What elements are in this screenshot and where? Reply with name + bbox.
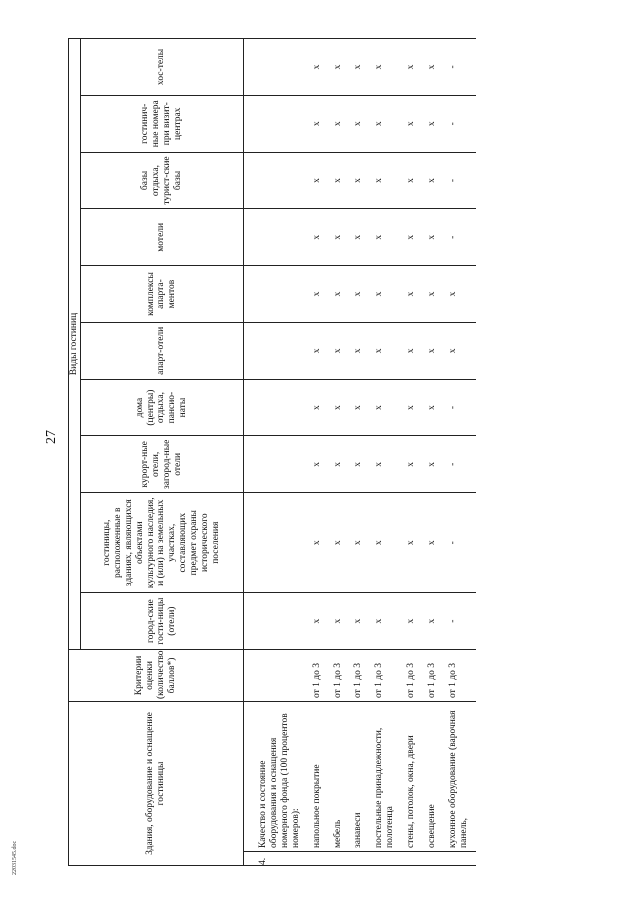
row-mark: - [444,39,476,96]
row-mark: х [370,379,402,436]
row-mark: х [370,95,402,152]
header-type: базы отдыха, турист-ские базы [80,152,243,209]
header-type: гостинич-ные номера при визит-центрах [80,95,243,152]
header-type: курорт-ные отели, загород-ные отели [80,436,243,493]
header-type: мотели [80,209,243,266]
row-mark: х [444,322,476,379]
section-title: Качество и состояние оборудования и оснащения номерного фонда (100 процентов номеров): [243,701,307,851]
row-mark: х [423,266,444,323]
header-type: комплексы апарта-ментов [80,266,243,323]
row-number [308,852,329,866]
header-type: гостиницы, расположенные в зданиях, являющихся объектами культурного наследия, и (или) на земельных участках, составляющих предмет охраны исторического поселения [80,493,243,593]
row-mark: х [329,436,350,493]
row-mark: х [329,95,350,152]
row-mark: х [423,209,444,266]
row-mark: х [349,322,370,379]
row-mark: х [370,493,402,593]
row-number [370,852,402,866]
row-number [423,852,444,866]
row-mark: х [349,39,370,96]
row-mark: х [423,436,444,493]
row-mark: х [308,209,329,266]
row-name: занавеси [349,701,370,851]
row-mark: х [402,39,423,96]
header-type: город-ские гости-ницы (отели) [80,593,243,650]
table-row [329,39,350,866]
row-name: стены, потолок, окна, двери [402,701,423,851]
row-mark: х [329,209,350,266]
row-mark: х [308,379,329,436]
row-mark: х [423,322,444,379]
hotel-equipment-table [68,38,476,866]
table-body [243,39,475,866]
row-mark: х [308,39,329,96]
row-mark: х [402,209,423,266]
row-number [402,852,423,866]
table-row [370,39,402,866]
row-mark: х [423,379,444,436]
page-number: 27 [44,430,59,444]
row-name: освещение [423,701,444,851]
row-mark: - [444,379,476,436]
row-mark: х [329,493,350,593]
row-mark: х [370,436,402,493]
row-mark: х [308,322,329,379]
row-criteria: от 1 до 3 [444,649,476,701]
row-mark: х [402,379,423,436]
row-mark: - [444,95,476,152]
table-row [402,39,423,866]
row-number [349,852,370,866]
row-mark: х [402,322,423,379]
row-mark: х [349,152,370,209]
row-mark: х [349,95,370,152]
row-name: мебель [329,701,350,851]
row-mark: х [349,493,370,593]
row-criteria: от 1 до 3 [423,649,444,701]
row-mark: - [444,436,476,493]
row-mark: х [370,593,402,650]
row-mark: х [402,593,423,650]
header-type: апарт-отели [80,322,243,379]
document-code: 22031545.doc [12,840,18,875]
row-mark: х [308,152,329,209]
row-mark: х [423,152,444,209]
table-row [444,39,476,866]
row-mark: х [349,209,370,266]
row-mark: х [402,152,423,209]
row-mark: х [329,593,350,650]
row-mark: х [308,593,329,650]
row-mark: х [402,95,423,152]
row-mark: х [329,152,350,209]
table-row [349,39,370,866]
row-criteria: от 1 до 3 [370,649,402,701]
row-mark: - [444,493,476,593]
header-corner: Здания, оборудование и оснащение гостиницы [69,701,244,865]
table-row [308,39,329,866]
row-mark: х [402,436,423,493]
row-criteria: от 1 до 3 [308,649,329,701]
header-hotel-types-group: Виды гостиниц [69,39,81,650]
row-name: напольное покрытие [308,701,329,851]
header-criteria: Критерии оценки (количество баллов*) [69,649,244,701]
row-mark: х [308,95,329,152]
row-name: постельные принадлежности, полотенца [370,701,402,851]
row-mark: х [349,593,370,650]
section-row [243,39,307,866]
row-mark: х [329,39,350,96]
row-mark: х [370,209,402,266]
row-mark: х [329,322,350,379]
row-criteria: от 1 до 3 [349,649,370,701]
row-mark: х [308,493,329,593]
row-mark: - [444,209,476,266]
row-number [444,852,476,866]
row-mark: х [423,95,444,152]
row-mark: х [349,266,370,323]
rotated-table-container [68,38,620,866]
row-number [329,852,350,866]
section-number: 4. [243,852,307,866]
row-mark: х [349,379,370,436]
row-mark: - [444,593,476,650]
header-type: дома (центры) отдыха, пансио-наты [80,379,243,436]
row-mark: х [370,322,402,379]
row-mark: х [402,266,423,323]
header-type: хос-телы [80,39,243,96]
row-mark: х [444,266,476,323]
row-criteria: от 1 до 3 [329,649,350,701]
row-mark: х [308,436,329,493]
row-mark: х [329,266,350,323]
row-mark: х [329,379,350,436]
row-mark: х [423,39,444,96]
table-row [423,39,444,866]
row-mark: х [370,39,402,96]
row-mark: х [423,493,444,593]
row-mark: х [370,266,402,323]
row-name: кухонное оборудование (варочная панель, [444,701,476,851]
row-criteria: от 1 до 3 [402,649,423,701]
row-mark: - [444,152,476,209]
row-mark: х [370,152,402,209]
row-mark: х [308,266,329,323]
row-mark: х [349,436,370,493]
row-mark: х [423,593,444,650]
row-mark: х [402,493,423,593]
